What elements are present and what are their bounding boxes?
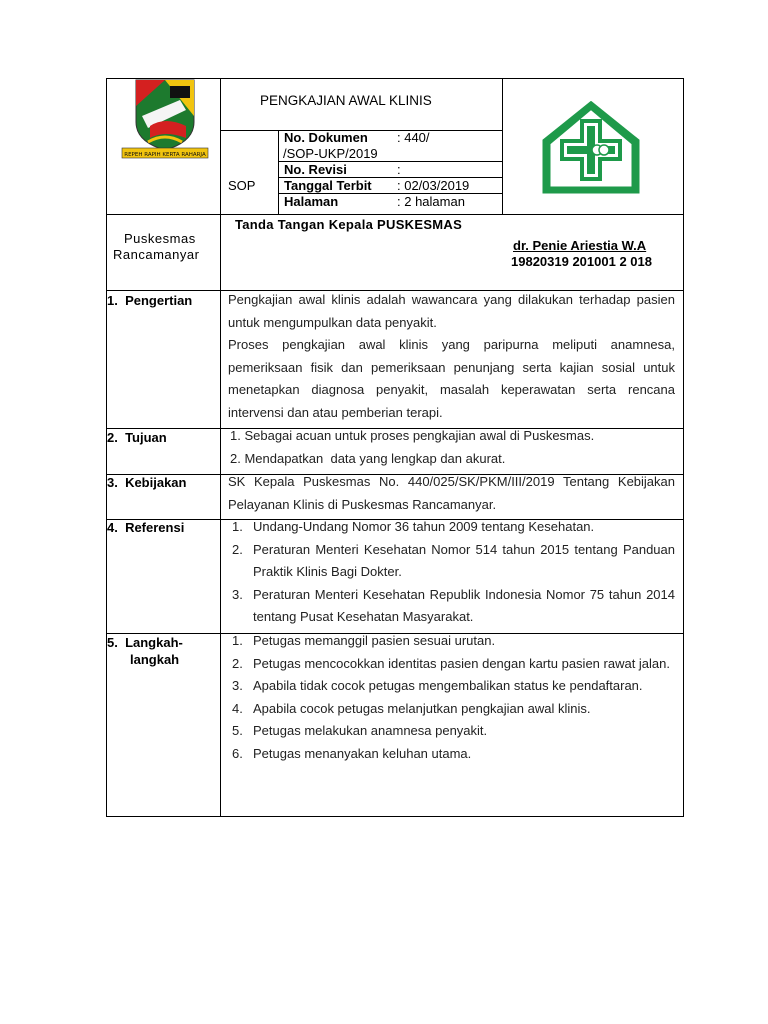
meta-page-value: : 2 halaman (397, 194, 465, 209)
meta-rev-value: : (397, 162, 401, 177)
meta-date-value: : 02/03/2019 (397, 178, 470, 193)
col3-divider (502, 78, 503, 214)
list-text: Petugas melakukan anamnesa penyakit. (253, 723, 488, 739)
list-text: Peraturan Menteri Kesehatan Nomor 514 tahun 2015 tentang Panduan Praktik Klinis Bagi Dokter. (253, 541, 675, 580)
section-label-pengertian: 1. Pengertian (107, 293, 193, 308)
page-title: PENGKAJIAN AWAL KLINIS (260, 93, 432, 108)
section-label-langkah-cont: langkah (130, 652, 180, 667)
meta-page-label: Halaman (284, 194, 339, 209)
list-text: Apabila tidak cocok petugas mengembalikan status ke pendaftaran. (253, 678, 643, 694)
langkah-list (228, 630, 675, 766)
pengertian-text: Pengkajian awal klinis adalah wawancara yang dilakukan terhadap pasien untuk mengumpulkan data penyakit. (228, 292, 675, 330)
signer-nip: 19820319 201001 2 018 (511, 254, 652, 269)
list-number: 2. (232, 541, 243, 557)
list-number: 4. (232, 700, 243, 716)
regency-emblem-logo (120, 76, 210, 162)
pengertian-text-2: Proses pengkajian awal klinis yang paripurna meliputi anamnesa, pemeriksaan fisik dan pemeriksaan penunjang serta kajian sosial untuk menetapkan diagnosa penyakit, masalah keperawatan serta rencana intervensi dan atau pemberian terapi. (228, 337, 675, 420)
puskesmas-logo (542, 101, 640, 195)
list-item (228, 720, 675, 743)
table-left-border (106, 78, 107, 817)
org-name-line2: Rancamanyar (113, 247, 200, 262)
meta-date-label: Tanggal Terbit (284, 178, 372, 193)
list-text: Undang-Undang Nomor 36 tahun 2009 tentang Kesehatan. (253, 519, 595, 534)
section-label-tujuan: 2. Tujuan (107, 430, 167, 445)
emblem-motto-text: REPEH RAPIH KERTA RAHARJA (124, 152, 206, 158)
list-number: 3. (232, 586, 243, 602)
meta-doc-label: No. Dokumen (284, 130, 368, 145)
meta-rev-label: No. Revisi (284, 162, 347, 177)
list-item (228, 743, 675, 766)
list-number: 1. (232, 633, 243, 648)
table-right-border (683, 78, 684, 817)
org-name-line1: Puskesmas (124, 231, 196, 246)
col1-divider (220, 78, 221, 817)
sop-label: SOP (228, 178, 256, 193)
list-item (228, 653, 675, 676)
list-text: Petugas mencocokkan identitas pasien dengan kartu pasien rawat jalan. (253, 655, 670, 671)
section-label-referensi: 4. Referensi (107, 520, 185, 535)
list-number: 2. (232, 655, 243, 671)
list-item (228, 539, 675, 584)
list-number: 6. (232, 745, 243, 761)
list-text: Petugas memanggil pasien sesuai urutan. (253, 633, 496, 648)
list-item (228, 630, 675, 653)
list-item (228, 516, 675, 539)
list-number: 5. (232, 723, 243, 739)
list-number: 1. (232, 519, 243, 534)
section-label-langkah: 5. Langkah- (107, 635, 183, 650)
meta-doc-value: : 440/ (397, 130, 430, 145)
tujuan-item-1: 1. Sebagai acuan untuk proses pengkajian awal di Puskesmas. (230, 428, 595, 443)
table-bottom-border (106, 816, 684, 817)
meta-divider (278, 130, 279, 214)
tujuan-item-2: 2. Mendapatkan data yang lengkap dan akurat. (230, 451, 506, 466)
list-text: Apabila cocok petugas melanjutkan pengkajian awal klinis. (253, 700, 591, 716)
list-item (228, 584, 675, 629)
list-text: Peraturan Menteri Kesehatan Republik Indonesia Nomor 75 tahun 2014 tentang Pusat Kesehatan Masyarakat. (253, 586, 675, 625)
kebijakan-text: SK Kepala Puskesmas No. 440/025/SK/PKM/III/2019 Tentang Kebijakan Pelayanan Klinis di Puskesmas Rancamanyar. (228, 474, 675, 512)
list-item (228, 675, 675, 698)
header-bottom-border (106, 214, 684, 215)
referensi-list (228, 516, 675, 629)
list-number: 3. (232, 678, 243, 694)
signer-name: dr. Penie Ariestia W.A (513, 238, 647, 253)
signature-caption: Tanda Tangan Kepala PUSKESMAS (235, 217, 463, 232)
section-label-kebijakan: 3. Kebijakan (107, 475, 187, 490)
meta-doc-value-cont: /SOP-UKP/2019 (283, 146, 378, 161)
list-text: Petugas menanyakan keluhan utama. (253, 745, 472, 761)
list-item (228, 698, 675, 721)
